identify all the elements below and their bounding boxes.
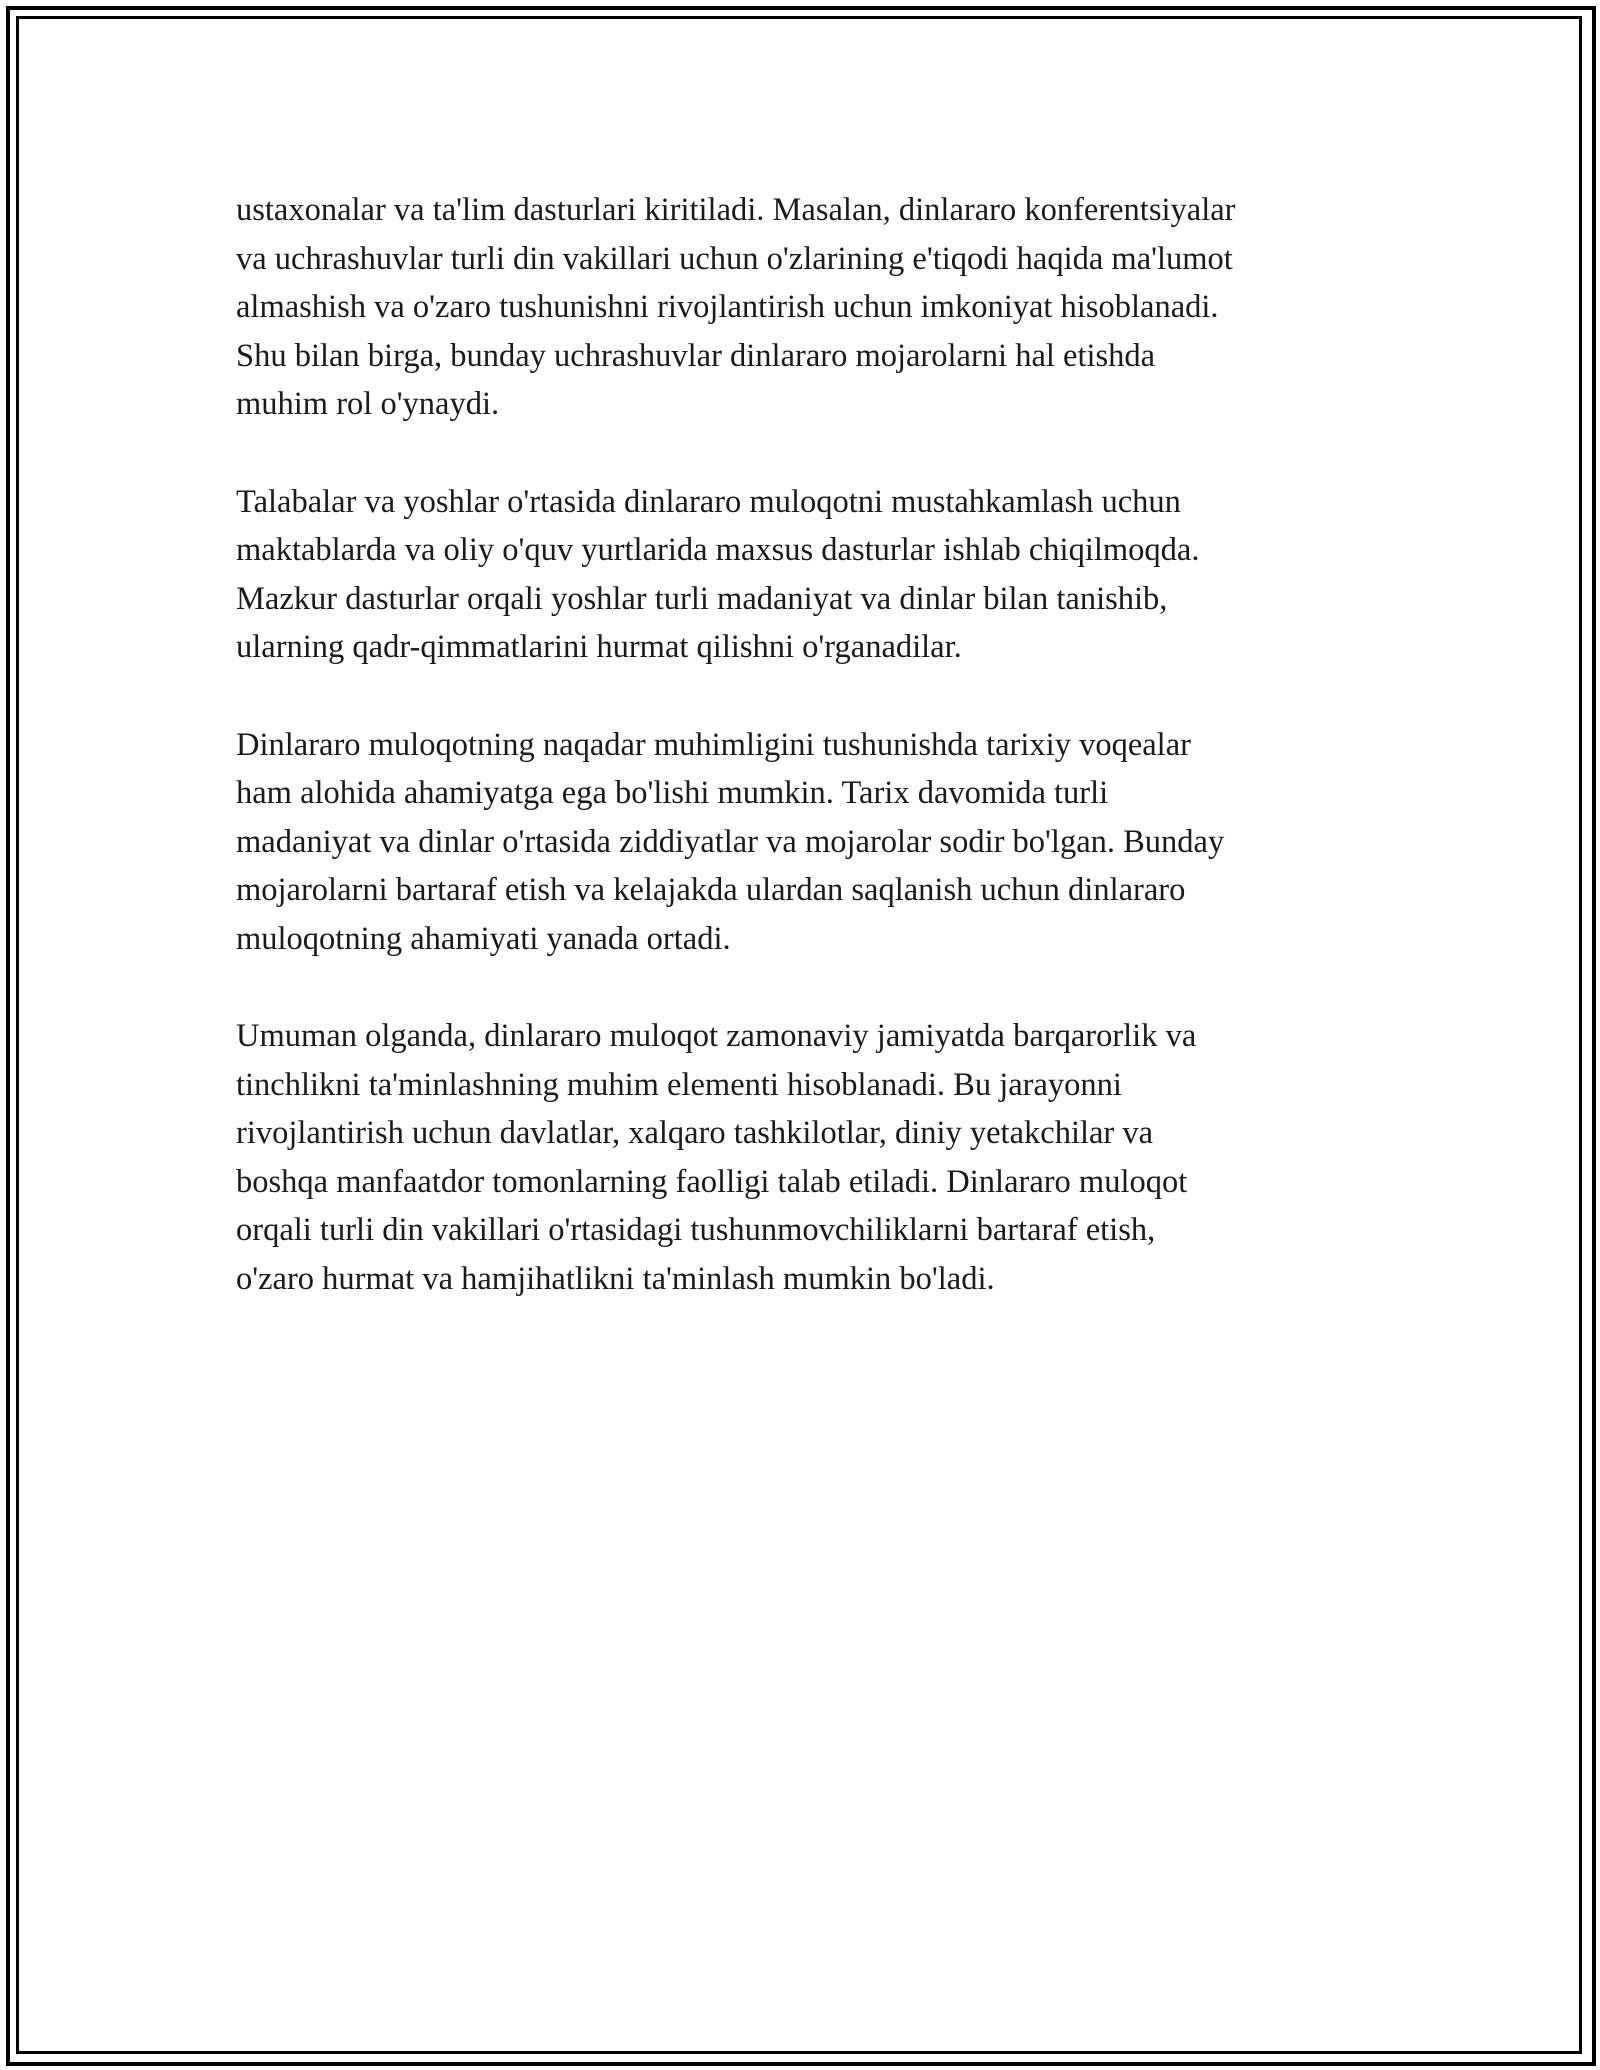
text-line: o'zaro hurmat va hamjihatlikni ta'minlash mumkin bo'ladi. — [236, 1261, 995, 1298]
text-line: Dinlararo muloqotning naqadar muhimligini tushunishda tarixiy voqealar — [236, 726, 1191, 763]
text-line: muloqotning ahamiyati yanada ortadi. — [236, 920, 731, 957]
text-line: rivojlantirish uchun davlatlar, xalqaro tashkilotlar, diniy yetakchilar va — [236, 1115, 1154, 1152]
text-line: Talabalar va yoshlar o'rtasida dinlararo muloqotni mustahkamlash uchun — [236, 483, 1181, 520]
text-line: muhim rol o'ynaydi. — [236, 386, 500, 423]
text-line: madaniyat va dinlar o'rtasida ziddiyatlar va mojarolar sodir bo'lgan. Bunday — [236, 823, 1225, 860]
text-line: tinchlikni ta'minlashning muhim elementi hisoblanadi. Bu jarayonni — [236, 1066, 1122, 1103]
text-line: orqali turli din vakillari o'rtasidagi tushunmovchiliklarni bartaraf etish, — [236, 1212, 1156, 1249]
text-line: boshqa manfaatdor tomonlarning faolligi talab etiladi. Dinlararo muloqot — [236, 1163, 1188, 1200]
paragraph-2 — [236, 478, 1386, 672]
text-line: va uchrashuvlar turli din vakillari uchun o'zlarining e'tiqodi haqida ma'lumot — [236, 240, 1233, 277]
paragraph-4 — [236, 1012, 1386, 1304]
text-line: ustaxonalar va ta'lim dasturlari kiritiladi. Masalan, dinlararo konferentsiyalar — [236, 192, 1236, 228]
text-line: almashish va o'zaro tushunishni rivojlantirish uchun imkoniyat hisoblanadi. — [236, 289, 1219, 326]
document-body — [236, 186, 1386, 1352]
text-line: Umuman olganda, dinlararo muloqot zamonaviy jamiyatda barqarorlik va — [236, 1018, 1197, 1055]
text-line: mojarolarni bartaraf etish va kelajakda ulardan saqlanish uchun dinlararo — [236, 872, 1186, 909]
text-line: ham alohida ahamiyatga ega bo'lishi mumkin. Tarix davomida turli — [236, 775, 1109, 812]
text-line: ularning qadr-qimmatlarini hurmat qilishni o'rganadilar. — [236, 629, 962, 666]
paragraph-1 — [236, 186, 1386, 429]
text-line: maktablarda va oliy o'quv yurtlarida maxsus dasturlar ishlab chiqilmoqda. — [236, 532, 1200, 569]
text-line: Mazkur dasturlar orqali yoshlar turli madaniyat va dinlar bilan tanishib, — [236, 580, 1168, 617]
paragraph-3 — [236, 721, 1386, 964]
text-line: Shu bilan birga, bunday uchrashuvlar dinlararo mojarolarni hal etishda — [236, 337, 1156, 374]
